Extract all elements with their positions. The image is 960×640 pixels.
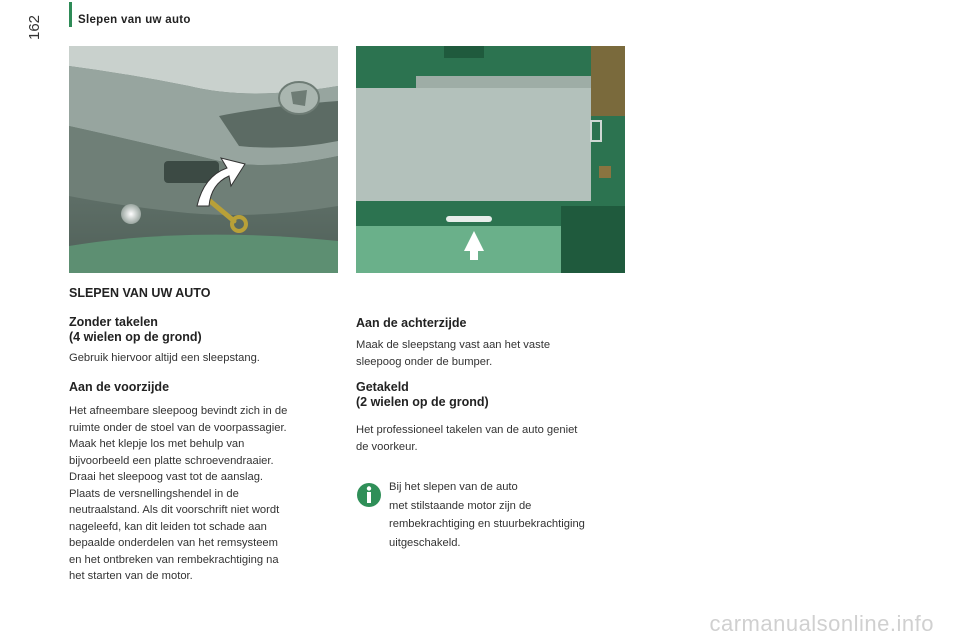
text-line: neutraalstand. Als dit voorschrift niet wordt xyxy=(69,504,280,516)
text-line: Bij het slepen van de auto xyxy=(389,481,518,493)
watermark: carmanualsonline.info xyxy=(709,611,934,636)
title-line: Getakeld xyxy=(356,380,409,394)
title-line: Zonder takelen xyxy=(69,315,158,329)
section-rear-title: Aan de achterzijde xyxy=(356,316,467,330)
section-lifted-title xyxy=(356,380,489,410)
text-line: rembekrachtiging en stuurbekrachtiging xyxy=(389,518,585,530)
text-line: de voorkeur. xyxy=(356,440,418,453)
text-line: bijvoorbeeld een platte schroevendraaier. xyxy=(69,454,274,467)
title-line: (2 wielen op de grond) xyxy=(356,395,489,409)
text-line: sleepoog onder de bumper. xyxy=(356,355,493,368)
lifted-text xyxy=(356,422,626,455)
text-line: Maak de sleepstang vast aan het vaste xyxy=(356,339,551,351)
page-header: Slepen van uw auto xyxy=(78,14,191,26)
text-line: en het ontbreken van rembekrachtiging na xyxy=(69,553,279,566)
rear-tow-illustration xyxy=(356,46,625,273)
no-lifting-text: Gebruik hiervoor altijd een sleepstang. xyxy=(69,352,260,364)
rear-text xyxy=(356,337,626,370)
section-no-lifting-title xyxy=(69,315,202,345)
text-line: het starten van de motor. xyxy=(69,570,193,582)
text-line: ruimte onder de stoel van de voorpassagier. xyxy=(69,421,287,434)
page-number: 162 xyxy=(26,14,43,40)
text-line: uitgeschakeld. xyxy=(389,536,461,549)
section-front-title: Aan de voorzijde xyxy=(69,380,170,394)
title-line: (4 wielen op de grond) xyxy=(69,330,202,344)
text-line: Draai het sleepoog vast tot de aanslag. xyxy=(69,471,264,483)
text-line: nageleefd, kan dit leiden tot schade aan xyxy=(69,520,267,533)
info-icon xyxy=(356,482,382,508)
text-line: met stilstaande motor zijn de xyxy=(389,499,532,512)
info-note xyxy=(389,478,639,552)
front-text xyxy=(69,403,339,585)
text-line: Het afneembare sleepoog bevindt zich in de xyxy=(69,405,288,417)
text-line: Het professioneel takelen van de auto geniet xyxy=(356,424,578,436)
text-line: Plaats de versnellingshendel in de xyxy=(69,487,239,500)
text-line: bepaalde onderdelen van het remsysteem xyxy=(69,537,278,549)
text-line: Maak het klepje los met behulp van xyxy=(69,438,245,450)
header-accent-bar xyxy=(69,2,72,27)
main-heading: SLEPEN VAN UW AUTO xyxy=(69,286,211,300)
front-tow-illustration xyxy=(69,46,338,273)
